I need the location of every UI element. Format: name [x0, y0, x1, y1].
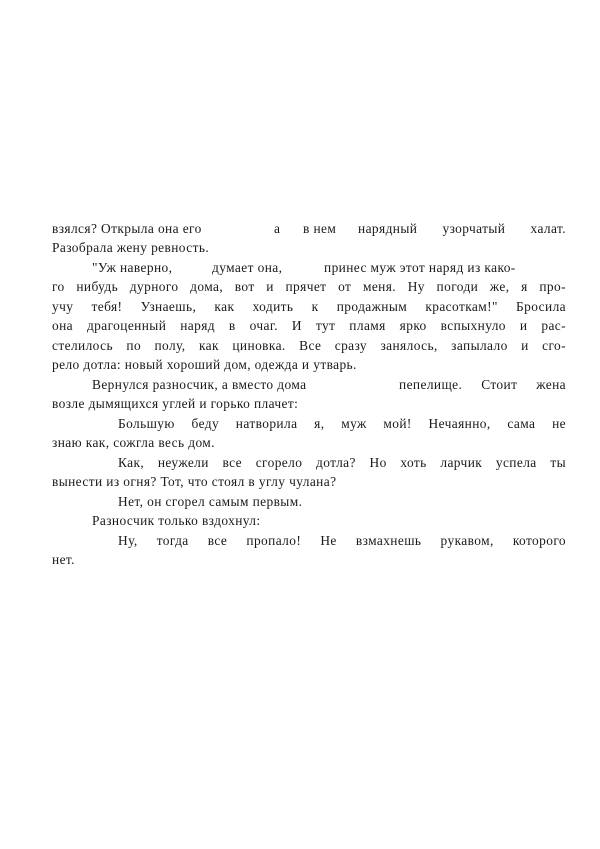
text-line — [0, 355, 600, 375]
text-fragment: Разобрала жену ревность. — [52, 240, 210, 255]
text-fragment: рело дотла: новый хороший дом, одежда и утварь. — [52, 357, 357, 372]
text-fragment: Разносчик только вздохнул: — [92, 513, 261, 528]
text-fragment: знаю как, сожгла весь дом. — [52, 435, 215, 450]
text-line — [0, 511, 600, 531]
text-line — [0, 219, 600, 239]
text-line — [0, 531, 600, 551]
text-fragment: Большую беду натворила я, муж мой! Нечаянно, сама не — [118, 416, 566, 431]
text-fragment: Ну, тогда все пропало! Не взмахнешь рукавом, которого — [118, 533, 566, 548]
text-fragment: нарядный узорчатый халат. — [358, 221, 566, 236]
text-line — [0, 277, 600, 297]
text-fragment: Как, неужели все сгорело дотла? Но хоть ларчик успела ты — [118, 455, 566, 470]
text-line — [0, 550, 600, 570]
text-fragment: пепелище. Стоит жена — [399, 377, 566, 392]
text-fragment: возле дымящихся углей и горько плачет: — [52, 396, 299, 411]
text-fragment: думает она, — [212, 260, 283, 275]
text-fragment: взялся? Открыла она его — [52, 221, 202, 236]
text-line — [0, 453, 600, 473]
text-fragment: стелилось по полу, как циновка. Все сразу занялось, запылало и сго- — [52, 338, 566, 353]
text-fragment: принес муж этот наряд из како- — [324, 260, 516, 275]
text-line — [0, 258, 600, 278]
text-line — [0, 238, 600, 258]
text-line — [0, 316, 600, 336]
text-line — [0, 433, 600, 453]
text-line — [0, 375, 600, 395]
text-line — [0, 336, 600, 356]
text-fragment: она драгоценный наряд в очаг. И тут пламя ярко вспыхнуло и рас- — [52, 318, 566, 333]
text-line — [0, 472, 600, 492]
text-fragment: в нем — [303, 221, 337, 236]
text-fragment: нет. — [52, 552, 75, 567]
text-fragment: учу тебя! Узнаешь, как ходить к продажным красоткам!" Бросила — [52, 299, 566, 314]
text-fragment: "Уж наверно, — [92, 260, 173, 275]
text-line — [0, 297, 600, 317]
text-fragment: вынести из огня? Тот, что стоял в углу чулана? — [52, 474, 337, 489]
text-line — [0, 414, 600, 434]
text-fragment: а — [274, 221, 281, 236]
text-fragment: го нибудь дурного дома, вот и прячет от меня. Ну погоди же, я про- — [52, 279, 566, 294]
text-line — [0, 492, 600, 512]
text-fragment: Нет, он сгорел самым первым. — [118, 494, 303, 509]
text-line — [0, 394, 600, 414]
text-fragment: Вернулся разносчик, а вместо дома — [92, 377, 307, 392]
